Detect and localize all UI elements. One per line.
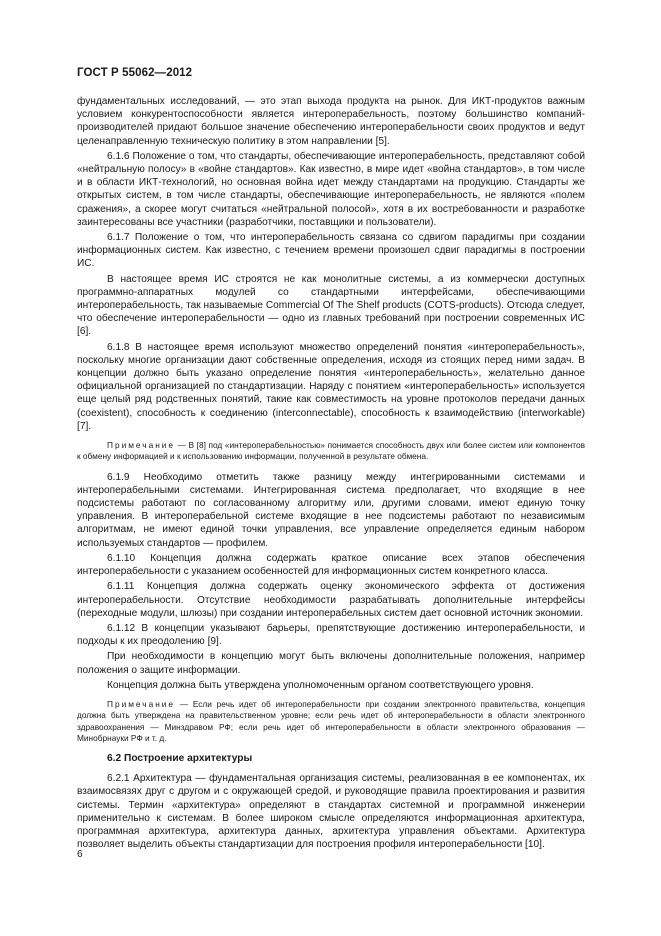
paragraph-6-1-12: 6.1.12 В концепции указывают барьеры, препятствующие достижению интероперабельности, и подходы к их преодолению [9]. — [77, 622, 585, 648]
paragraph-6-1-10: 6.1.10 Концепция должна содержать краткое описание всех этапов обеспечения интероперабельности с указанием особенностей для информационных систем конкретного класса. — [77, 552, 585, 578]
paragraph-6-1-6: 6.1.6 Положение о том, что стандарты, обеспечивающие интероперабельность, представляют собой «нейтральную полосу» в «войне стандартов». Как известно, в мире идет «война стандартов», в том числе и в области ИКТ-технологий, но основная война идет между стандартами на продукцию. Стандарты же открытых систем, в том числе стандарты, обеспечивающие интероперабельность, не являются «полем сражения», а скорее могут считаться «нейтральной полосой», хотя в их востребованности и разработке заинтересованы все участники (разработчики, поставщики и пользователи). — [77, 150, 585, 228]
paragraph-6-1-9: 6.1.9 Необходимо отметить также разницу между интегрированными системами и интероперабельными системами. Интегрированная система предполагает, что входящие в нее подсистемы работают по согласованному алгоритму или, другими словами, имеют единую точку управления. В интероперабельной системе входящие в нее подсистемы работают по независимым алгоритмам, не имеют единой точки управления, все управление определяется единым набором используемых стандартов — профилем. — [77, 471, 585, 549]
note-2-label: Примечание — [107, 698, 176, 709]
paragraph-6-2-1: 6.2.1 Архитектура — фундаментальная организация системы, реализованная в ее компонентах, их взаимосвязях друг с другом и с окружающей средой, и руководящие правила проектирования и развития системы. Термин «архитектура» определяют в стандартах системной и программной инженерии применительно к системам. В более широком смысле определяются информационная архитектура, программная архитектура, архитектура данных, архитектура управления объектами. Архитектура позволяет выделить объекты стандартизации для построения профиля интероперабельности [10]. — [77, 773, 585, 851]
document-header: ГОСТ Р 55062—2012 — [77, 67, 193, 79]
paragraph-6-1-8: 6.1.8 В настоящее время используют множество определений понятия «интероперабельность», поскольку многие организации дают собственные определения, исходя из стоящих перед ними задач. В концепции должно быть указано определение понятия «интероперабельность», желательно данное официальной организацией по стандартизации. Наряду с понятием «интероперабельность» используется еще целый ряд родственных понятий, такие как совместимость на уровне протоколов передачи данных (coexistent), способность к соединению (interconnectable), способность к взаимодействию (interworkable) [7]. — [77, 341, 585, 432]
page-number: 6 — [77, 849, 83, 860]
section-heading-6-2: 6.2 Построение архитектуры — [107, 753, 253, 765]
paragraph-continuation: фундаментальных исследований, — это этап выхода продукта на рынок. Для ИКТ-продуктов важным условием конкурентоспособности является интероперабельность, поэтому большинство компаний-производителей придают большое значение обеспечению интероперабельности своих продуктов и ведут целенаправленную техническую политику в этом направлении [5]. — [77, 96, 585, 147]
paragraph-6-1-11: 6.1.11 Концепция должна содержать оценку экономического эффекта от достижения интероперабельности. Отсутствие необходимости разрабатывать дополнительные интерфейсы (переходные модули, шлюзы) при создании интероперабельных систем дает основной источник экономии. — [77, 581, 585, 619]
paragraph-6-1-7: 6.1.7 Положение о том, что интероперабельность связана со сдвигом парадигмы при создании информационных систем. Как известно, с течением времени произошел сдвиг парадигмы в построении ИС. — [77, 232, 585, 270]
note-2-text: — Если речь идет об интероперабельности при создании электронного правительства, концепция должна быть утверждена на правительственном уровне; если речь идет об интероперабельности в области электронного здравоохранения — Минздравом РФ; если речь идет об интероперабельности в области электронного образования — Минобрнауки РФ и т. д. — [77, 698, 585, 743]
paragraph-extra-provisions: При необходимости в концепцию могут быть включены дополнительные положения, например положения о защите информации. — [77, 651, 585, 676]
note-1-label: Примечание — [107, 440, 176, 451]
document-body — [77, 95, 585, 853]
paragraph-approval: Концепция должна быть утверждена уполномоченным органом соответствующего уровня. — [107, 679, 534, 691]
note-1-text: — В [8] под «интероперабельностью» понимается способность двух или более систем или компонентов к обмену информацией и к использованию информации, полученной в результате обмена. — [77, 440, 585, 462]
note-1 — [77, 440, 585, 463]
paragraph-6-1-7-cont: В настоящее время ИС строятся не как монолитные системы, а из коммерчески доступных программно-аппаратных модулей со стандартными интерфейсами, обеспечивающими интероперабельность, так называемые Commercial Of The Shelf products (COTS-products). Отсюда следует, что обеспечение интероперабельности — одно из главных требований при построении современных ИС [6]. — [77, 273, 585, 338]
note-2 — [77, 699, 585, 744]
